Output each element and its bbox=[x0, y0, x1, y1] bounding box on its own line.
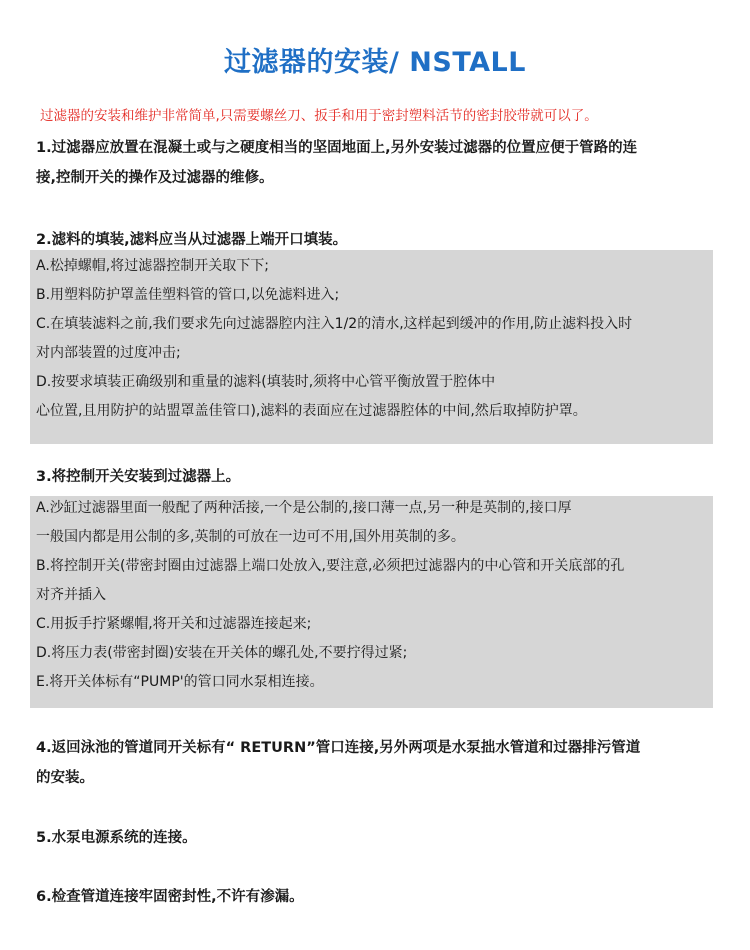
step-4-line-2: 的安装。 bbox=[36, 770, 94, 786]
step-3-item-a-cont: 一般国内都是用公制的多,英制的可放在一边可不用,国外用英制的多。 bbox=[36, 529, 465, 545]
step-2-item-c: C.在填装滤料之前,我们要求先向过滤器腔内注入1/2的清水,这样起到缓冲的作用,防止滤料投入时 bbox=[36, 316, 633, 332]
step-3-item-d: D.将压力表(带密封圈)安装在开关体的螺孔处,不要拧得过紧; bbox=[36, 645, 408, 661]
step-3-heading-text: 3.将控制开关安装到过滤器上。 bbox=[36, 469, 241, 485]
step-2-item-c-cont: 对内部装置的过度冲击; bbox=[36, 345, 181, 361]
step-3-list bbox=[36, 494, 708, 697]
step-2-item-a: A.松掉螺帽,将过滤器控制开关取下下; bbox=[36, 258, 269, 274]
step-2-list bbox=[36, 252, 708, 426]
page-title: 过滤器的安装/ NSTALL bbox=[224, 47, 526, 78]
step-3-heading bbox=[36, 462, 716, 492]
step-3-item-b-cont: 对齐并插入 bbox=[36, 587, 106, 603]
step-1 bbox=[36, 133, 716, 193]
step-3-item-c: C.用扳手拧紧螺帽,将开关和过滤器连接起来; bbox=[36, 616, 312, 632]
step-1-line-2: 接,控制开关的操作及过滤器的维修。 bbox=[36, 170, 274, 186]
step-2-item-d-cont: 心位置,且用防护的站盟罩盖佳管口),滤料的表面应在过滤器腔体的中间,然后取掉防护罩。 bbox=[36, 403, 587, 419]
step-5-text: 5.水泵电源系统的连接。 bbox=[36, 830, 197, 846]
step-2-item-b: B.用塑料防护罩盖佳塑料管的管口,以免滤料进入; bbox=[36, 287, 340, 303]
step-3-item-a: A.沙缸过滤器里面一般配了两种活接,一个是公制的,接口薄一点,另一种是英制的,接口厚 bbox=[36, 500, 572, 516]
step-2-heading-text: 2.滤料的填装,滤料应当从过滤器上端开口填装。 bbox=[36, 232, 348, 248]
step-1-line-1: 1.过滤器应放置在混凝土或与之硬度相当的坚固地面上,另外安装过滤器的位置应便于管路的连 bbox=[36, 140, 638, 156]
step-2-item-d: D.按要求填装正确级别和重量的滤料(填装时,须将中心管平衡放置于腔体中 bbox=[36, 374, 496, 390]
step-6 bbox=[36, 882, 716, 912]
step-3-item-b: B.将控制开关(带密封圈由过滤器上端口处放入,要注意,必须把过滤器内的中心管和开关底部的孔 bbox=[36, 558, 625, 574]
step-6-text: 6.检查管道连接牢固密封性,不许有渗漏。 bbox=[36, 889, 304, 905]
step-5 bbox=[36, 823, 716, 853]
step-4-line-1: 4.返回泳池的管道同开关标有“ RETURN”管口连接,另外两项是水泵拙水管道和过器排污管道 bbox=[36, 740, 641, 756]
step-3-item-e: E.将开关体标有“PUMP'的管口同水泵相连接。 bbox=[36, 674, 324, 690]
intro-note: 过滤器的安装和维护非常简单,只需要螺丝刀、扳手和用于密封塑料活节的密封胶带就可以了。 bbox=[40, 108, 598, 124]
step-4 bbox=[36, 733, 716, 793]
